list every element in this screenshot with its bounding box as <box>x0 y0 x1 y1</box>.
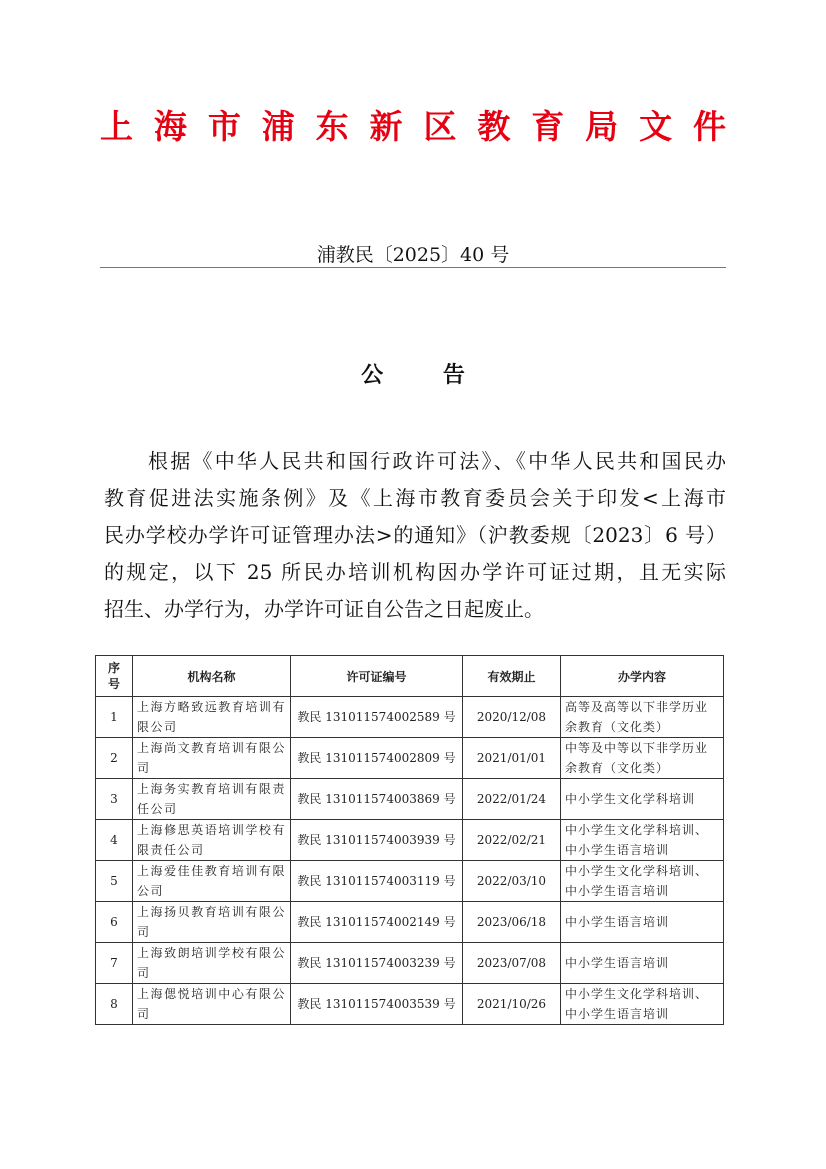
table-row <box>96 984 724 1025</box>
table-row <box>96 861 724 902</box>
cell-scope: 中小学生语言培训 <box>561 943 724 984</box>
cell-name: 上海修思英语培训学校有限责任公司 <box>133 820 291 861</box>
cell-name: 上海扬贝教育培训有限公司 <box>133 902 291 943</box>
cell-license: 教民 131011574002809 号 <box>291 738 463 779</box>
cell-license: 教民 131011574003869 号 <box>291 779 463 820</box>
issuer-char: 浦 <box>261 106 295 146</box>
table-row <box>96 943 724 984</box>
column-header-seq <box>96 656 133 697</box>
issuer-char: 东 <box>315 106 349 146</box>
column-header-scope: 办学内容 <box>561 656 724 697</box>
notice-title: 公 告 <box>361 363 491 388</box>
cell-seq: 7 <box>96 943 133 984</box>
column-header-name: 机构名称 <box>133 656 291 697</box>
header-divider <box>100 267 726 268</box>
cell-expiry: 2021/10/26 <box>463 984 561 1025</box>
paragraph-line: 教育促进法实施条例》及《上海市教育委员会关于印发<上海市 <box>104 486 726 510</box>
issuer-char: 上 <box>100 106 133 146</box>
cell-seq: 5 <box>96 861 133 902</box>
issuer-char: 件 <box>692 106 726 146</box>
cell-expiry: 2022/03/10 <box>463 861 561 902</box>
cell-seq: 8 <box>96 984 133 1025</box>
paragraph-line: 民办学校办学许可证管理办法>的通知》（沪教委规〔2023〕6 号） <box>104 523 726 547</box>
issuer-char: 育 <box>531 106 565 146</box>
cell-scope: 高等及高等以下非学历业余教育（文化类） <box>561 697 724 738</box>
issuer-char: 市 <box>207 106 241 146</box>
issuer-header <box>100 98 726 150</box>
issuer-char: 新 <box>369 106 403 146</box>
cell-name: 上海致朗培训学校有限公司 <box>133 943 291 984</box>
column-header-expiry: 有效期止 <box>463 656 561 697</box>
table-row <box>96 738 724 779</box>
seq-header-line: 号 <box>107 677 120 691</box>
cell-seq: 1 <box>96 697 133 738</box>
cell-license: 教民 131011574002149 号 <box>291 902 463 943</box>
cell-license: 教民 131011574003119 号 <box>291 861 463 902</box>
seq-header-line: 序 <box>107 661 120 675</box>
table-row <box>96 820 724 861</box>
cell-license: 教民 131011574002589 号 <box>291 697 463 738</box>
notice-paragraph <box>104 443 726 628</box>
cell-scope: 中小学生文化学科培训、中小学生语言培训 <box>561 984 724 1025</box>
cell-scope: 中小学生文化学科培训 <box>561 779 724 820</box>
table-row <box>96 779 724 820</box>
document-number: 浦教民〔2025〕40 号 <box>316 244 510 266</box>
table-row <box>96 902 724 943</box>
cell-scope: 中小学生语言培训 <box>561 902 724 943</box>
revoked-licenses-table <box>95 655 724 1025</box>
cell-name: 上海偲悦培训中心有限公司 <box>133 984 291 1025</box>
table-row <box>96 697 724 738</box>
cell-seq: 2 <box>96 738 133 779</box>
cell-name: 上海方略致远教育培训有限公司 <box>133 697 291 738</box>
cell-expiry: 2023/07/08 <box>463 943 561 984</box>
cell-expiry: 2020/12/08 <box>463 697 561 738</box>
issuer-char: 教 <box>477 106 511 146</box>
cell-license: 教民 131011574003939 号 <box>291 820 463 861</box>
paragraph-line: 招生、办学行为，办学许可证自公告之日起废止。 <box>104 597 544 621</box>
cell-scope: 中等及中等以下非学历业余教育（文化类） <box>561 738 724 779</box>
issuer-char: 文 <box>639 106 673 146</box>
cell-name: 上海务实教育培训有限责任公司 <box>133 779 291 820</box>
cell-scope: 中小学生文化学科培训、中小学生语言培训 <box>561 820 724 861</box>
table-header-row <box>96 656 724 697</box>
issuer-char: 局 <box>585 106 619 146</box>
paragraph-line: 的规定，以下 25 所民办培训机构因办学许可证过期，且无实际 <box>104 560 726 584</box>
cell-seq: 4 <box>96 820 133 861</box>
cell-scope: 中小学生文化学科培训、中小学生语言培训 <box>561 861 724 902</box>
cell-name: 上海尚文教育培训有限公司 <box>133 738 291 779</box>
cell-expiry: 2023/06/18 <box>463 902 561 943</box>
cell-seq: 6 <box>96 902 133 943</box>
issuer-char: 区 <box>423 106 457 146</box>
column-header-license: 许可证编号 <box>291 656 463 697</box>
cell-seq: 3 <box>96 779 133 820</box>
cell-license: 教民 131011574003539 号 <box>291 984 463 1025</box>
cell-expiry: 2022/02/21 <box>463 820 561 861</box>
cell-name: 上海爱佳佳教育培训有限公司 <box>133 861 291 902</box>
cell-license: 教民 131011574003239 号 <box>291 943 463 984</box>
cell-expiry: 2021/01/01 <box>463 738 561 779</box>
issuer-char: 海 <box>153 106 187 146</box>
paragraph-line: 根据《中华人民共和国行政许可法》、《中华人民共和国民办 <box>148 449 726 473</box>
cell-expiry: 2022/01/24 <box>463 779 561 820</box>
